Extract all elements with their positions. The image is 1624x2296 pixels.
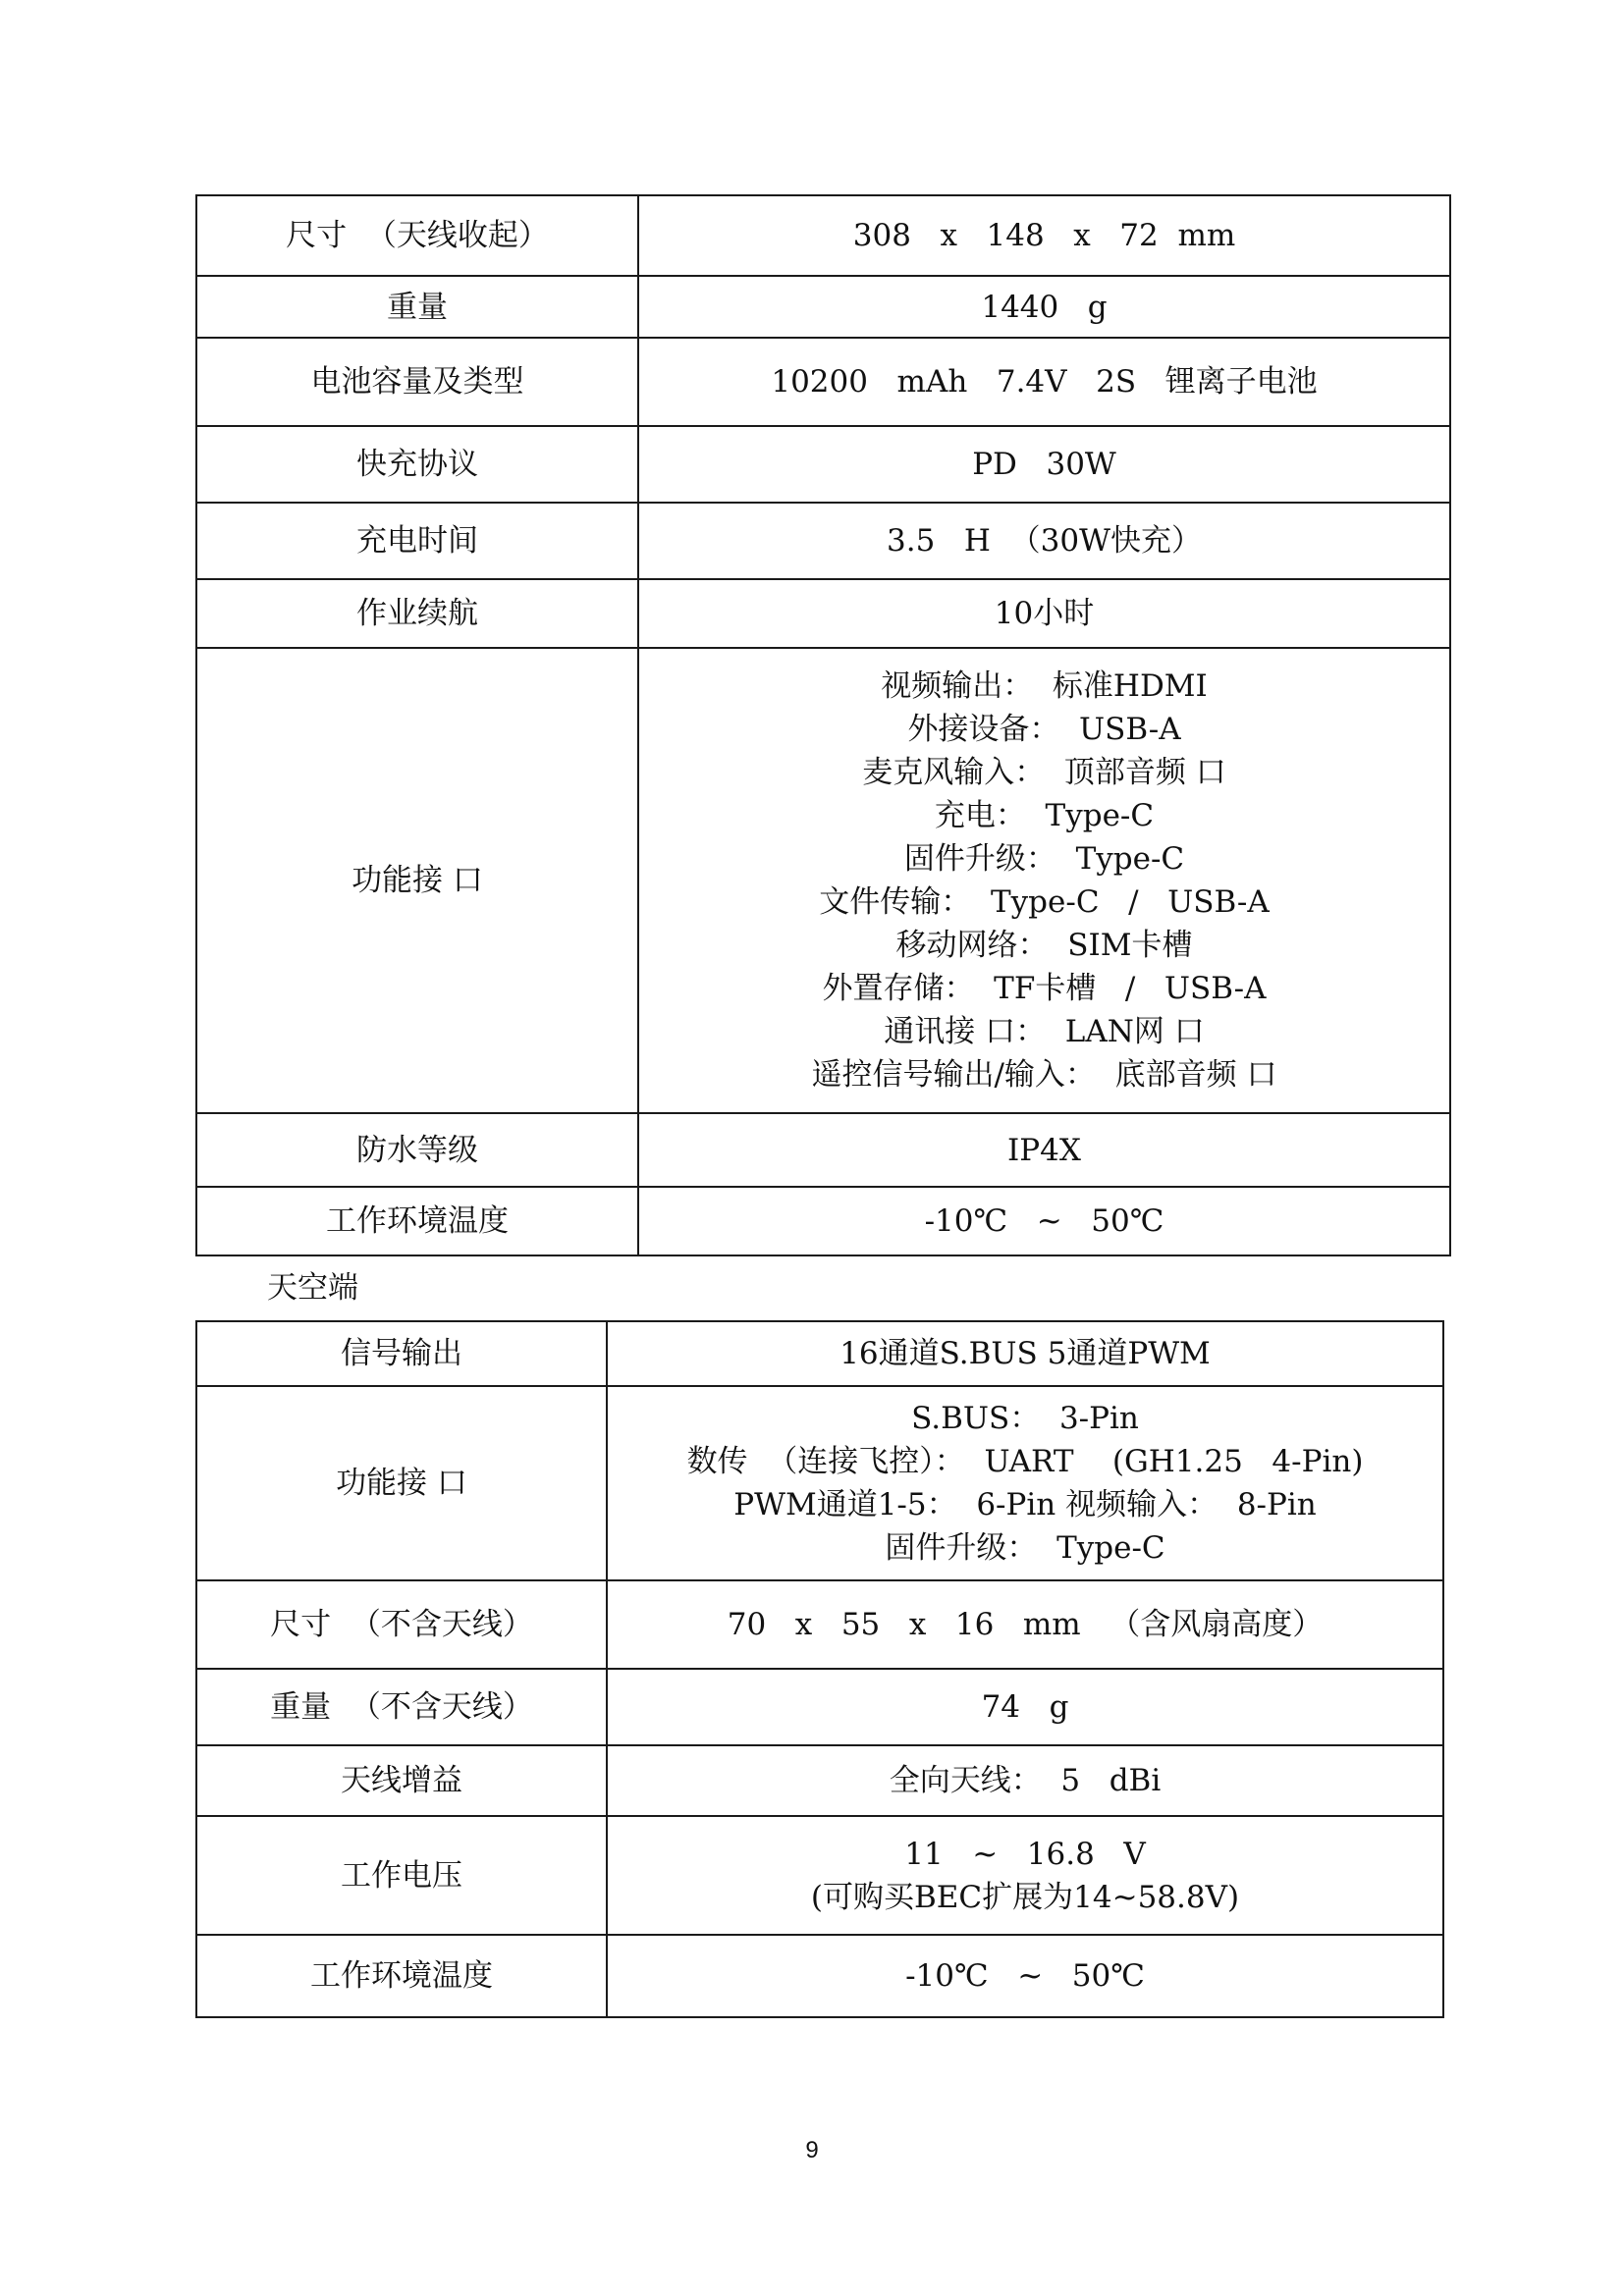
spec-value-line: 固件升级： Type-C [903,841,1185,877]
spec-value [607,1386,1443,1580]
spec-row [196,1321,1443,1386]
spec-value-line: 11 ~ 16.8 V [904,1836,1146,1872]
section-caption: 天空端 [267,1270,358,1306]
spec-value-line: 麦克风输入： 顶部音频 口 [862,755,1226,790]
spec-value [638,338,1450,426]
spec-label: 工作环境温度 [196,1935,607,2017]
page-number: 9 [805,2137,819,2163]
spec-value-line: IP4X [1007,1132,1081,1168]
spec-value [638,503,1450,579]
spec-value [607,1580,1443,1669]
spec-row [196,195,1450,276]
spec-label: 充电时间 [196,503,638,579]
spec-value-line: 全向天线： 5 dBi [889,1763,1162,1798]
spec-label: 信号输出 [196,1321,607,1386]
spec-value-line: 外置存储： TF卡槽 / USB-A [822,971,1267,1006]
spec-value-line: 文件传输： Type-C / USB-A [819,884,1270,920]
spec-row [196,579,1450,648]
spec-row [196,276,1450,338]
spec-label: 重量 （不含天线） [196,1669,607,1745]
spec-value-line: 10小时 [994,596,1095,631]
spec-row [196,426,1450,503]
spec-value [607,1816,1443,1935]
spec-row [196,648,1450,1113]
spec-value-line: 充电： Type-C [934,798,1155,833]
spec-row [196,1187,1450,1255]
spec-label: 工作环境温度 [196,1187,638,1255]
spec-value-line: 外接设备： USB-A [907,712,1181,747]
ground-spec-table [195,194,1451,1256]
spec-row [196,1935,1443,2017]
spec-value-line: PD 30W [972,447,1116,482]
spec-value-line: 数传 （连接飞控）： UART (GH1.25 4-Pin) [686,1444,1364,1479]
air-spec-table [195,1320,1444,2018]
spec-value [607,1321,1443,1386]
spec-value-line: 固件升级： Type-C [885,1530,1165,1566]
spec-label: 作业续航 [196,579,638,648]
spec-value [638,426,1450,503]
spec-label: 快充协议 [196,426,638,503]
spec-row [196,503,1450,579]
spec-value-line: 遥控信号输出/输入： 底部音频 口 [811,1057,1277,1093]
spec-label: 天线增益 [196,1745,607,1816]
spec-value-line: 16通道S.BUS 5通道PWM [839,1336,1211,1371]
spec-row [196,1745,1443,1816]
spec-label: 重量 [196,276,638,338]
spec-value-line: 移动网络： SIM卡槽 [895,928,1193,963]
spec-row [196,1113,1450,1187]
spec-value [638,1187,1450,1255]
spec-value [638,579,1450,648]
spec-value-line: 70 x 55 x 16 mm （含风扇高度） [727,1607,1324,1642]
spec-label: 防水等级 [196,1113,638,1187]
spec-value [638,1113,1450,1187]
spec-value-line: 74 g [981,1689,1069,1725]
spec-label: 电池容量及类型 [196,338,638,426]
spec-value-line: 10200 mAh 7.4V 2S 锂离子电池 [771,364,1318,400]
spec-row [196,1816,1443,1935]
spec-label: 工作电压 [196,1816,607,1935]
spec-value [638,276,1450,338]
spec-value-line: 通讯接 口： LAN网 口 [884,1014,1205,1049]
spec-value-line: (可购买BEC扩展为14~58.8V) [810,1879,1240,1915]
spec-row [196,1386,1443,1580]
spec-label: 功能接 口 [196,648,638,1113]
spec-row [196,1669,1443,1745]
spec-value [638,195,1450,276]
spec-label: 功能接 口 [196,1386,607,1580]
spec-value-line: 1440 g [981,289,1108,325]
spec-row [196,1580,1443,1669]
spec-value-line: 视频输出： 标准HDMI [881,668,1208,704]
spec-value-line: 3.5 H （30W快充） [887,523,1202,559]
spec-label: 尺寸 （天线收起） [196,195,638,276]
spec-value-line: PWM通道1-5： 6-Pin 视频输入： 8-Pin [733,1487,1317,1522]
spec-row [196,338,1450,426]
spec-value-line: 308 x 148 x 72 mm [852,218,1236,253]
spec-label: 尺寸 （不含天线） [196,1580,607,1669]
spec-value [638,648,1450,1113]
spec-value [607,1669,1443,1745]
spec-value-line: -10℃ ~ 50℃ [905,1958,1145,1994]
spec-value [607,1745,1443,1816]
spec-value-line: S.BUS： 3-Pin [911,1401,1139,1436]
spec-value-line: -10℃ ~ 50℃ [924,1203,1164,1239]
spec-value [607,1935,1443,2017]
